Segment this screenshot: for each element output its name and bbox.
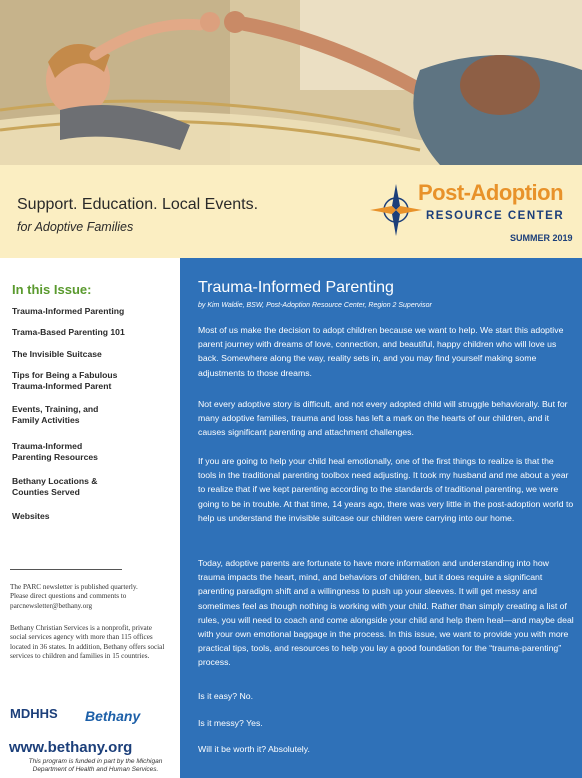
bethany-logo: Bethany: [85, 708, 141, 724]
article-paragraph: Today, adoptive parents are fortunate to have more information and understanding into how trauma impacts the heart, mind, and behaviors of children, but it does require a significant parenting paradigm shift and a willingness to push up your sleeves. It will get messy and sometimes feel as though nothing is working with your child. Rather than simply creating a list of rules, you will need to coach and come alongside your child and help them heal—and maybe deal with your own emotional baggage in the process. In this issue, we want to provide you with more practical tips, tools, and resources to help you lay a good foundation for the “trauma-parenting” process.: [198, 558, 574, 668]
bethany-about-note: Bethany Christian Services is a nonprofit, private social services agency with more than 115 offices located in 36 states. In addition, Bethany offers social services to children and families in 15 countries.: [10, 624, 165, 661]
newsletter-note: The PARC newsletter is published quarterly. Please direct questions and comments to parcnewsletter@bethany.org: [10, 583, 138, 610]
article-byline: by Kim Waldie, BSW, Post-Adoption Resource Center, Region 2 Supervisor: [198, 302, 432, 309]
toc-item[interactable]: The Invisible Suitcase: [12, 349, 102, 359]
toc-item[interactable]: Trama-Based Parenting 101: [12, 327, 125, 337]
toc-item[interactable]: Tips for Being a Fabulous Trauma-Informed Parent: [12, 370, 118, 391]
website-link[interactable]: www.bethany.org: [9, 739, 133, 756]
article-title: Trauma-Informed Parenting: [198, 279, 394, 296]
toc-item[interactable]: Websites: [12, 511, 50, 521]
toc-item[interactable]: Trauma-Informed Parenting Resources: [12, 441, 98, 462]
article-paragraph: Will it be worth it? Absolutely.: [198, 744, 310, 754]
article-paragraph: Is it easy? No.: [198, 691, 254, 701]
mdhhs-logo: MDHHS: [10, 706, 58, 721]
article-paragraph: Is it messy? Yes.: [198, 718, 263, 728]
toc-item[interactable]: Trauma-Informed Parenting: [12, 306, 125, 316]
funding-note: This program is funded in part by the Michigan Department of Health and Human Services.: [28, 758, 163, 773]
toc-item[interactable]: Bethany Locations & Counties Served: [12, 476, 98, 497]
toc-item[interactable]: Events, Training, and Family Activities: [12, 404, 99, 425]
in-this-issue-heading: In this Issue:: [12, 282, 92, 297]
father-child-hammock-illustration: [0, 0, 582, 165]
logo-post-adoption: Post-Adoption: [418, 180, 564, 205]
hero-photo: [0, 0, 582, 165]
logo-resource-center: RESOURCE CENTER: [426, 210, 565, 222]
tagline: Support. Education. Local Events.: [17, 196, 259, 213]
tagline-subtitle: for Adoptive Families: [17, 220, 134, 234]
article-paragraph: Most of us make the decision to adopt children because we want to help. We start this adoptive parent journey with dreams of love, connection, and beautiful, happy children who will love us back. Somewhere along the way, reality sets in, and you may find yourself making some adjustments to those dreams.: [198, 325, 564, 378]
article-paragraph: If you are going to help your child heal emotionally, one of the first things to realize is that the tools in the traditional parenting toolbox need adjusting. It took my husband and me about a year to realize that if we kept parenting according to the standards of traditional parenting, we were going to be in trouble. At that time, 14 years ago, there was very little in the post-adoption world to help us understand the invisible suitcase our children were carrying into our home.: [198, 456, 574, 523]
sidebar-divider: [10, 569, 122, 570]
issue-season: SUMMER 2019: [510, 233, 573, 243]
article-paragraph: Not every adoptive story is difficult, and not every adopted child will struggle behaviorally. But for many adoptive families, trauma and loss has left a mark on the hearts of our children, and it causes significant parenting and attachment challenges.: [198, 399, 568, 438]
compass-logo-icon: [368, 182, 424, 238]
